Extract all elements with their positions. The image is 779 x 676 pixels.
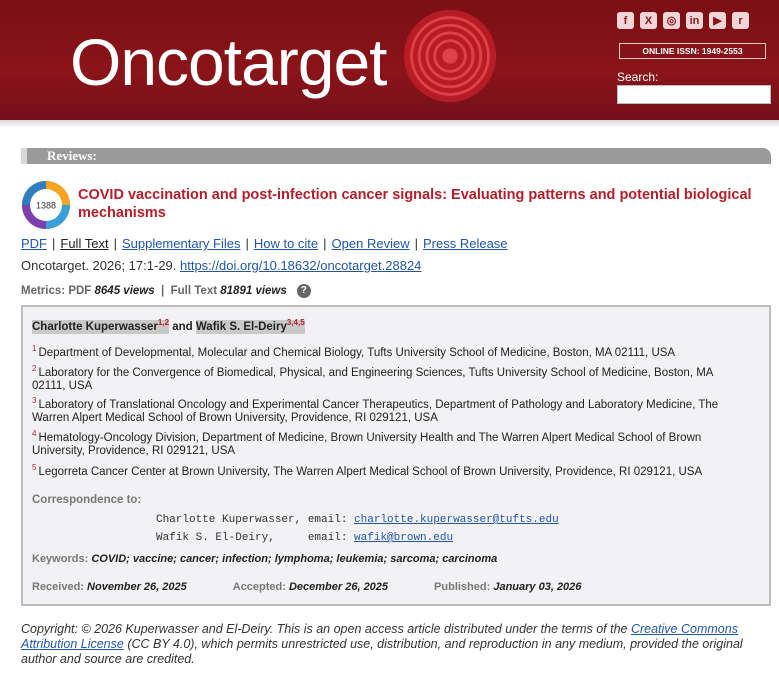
link-separator: | (323, 236, 327, 251)
link-separator: | (245, 236, 249, 251)
cc-license-link[interactable]: Creative Commons Attribution License (21, 622, 738, 651)
pdf-views: 8645 views (94, 285, 155, 297)
author-name[interactable]: Charlotte Kuperwasser$^{1,2}$ (32, 318, 170, 333)
header-shadow (0, 120, 779, 128)
metrics (21, 284, 311, 298)
full-text-link[interactable]: Full Text (60, 236, 109, 251)
link-separator: | (52, 236, 56, 251)
citation (21, 258, 421, 273)
article-title: COVID vaccination and post-infection cancer signals: Evaluating patterns and potential biological mechanisms (78, 187, 752, 221)
facebook-icon[interactable]: f (617, 12, 634, 29)
reddit-icon[interactable]: r (732, 12, 749, 29)
full-text-metric-label: Full Text (170, 285, 218, 297)
section-label: Reviews: (47, 148, 97, 163)
metrics-label: Metrics: (21, 285, 66, 297)
affiliation: $^1$ Department of Developmental, Molecular and Chemical Biology, Tufts University School of Medicine, Boston, MA 02111, USA (32, 344, 676, 359)
search-input[interactable] (617, 85, 771, 104)
correspondence-line: Charlotte Kuperwasser, email: charlotte.kuperwasser@tufts.edu (156, 514, 559, 526)
altmetric-score: 1388 (35, 200, 57, 211)
full-text-views: 81891 views (220, 285, 287, 297)
link-separator: | (414, 236, 418, 251)
citation-text: Oncotarget. 2026; 17:1-29. (21, 258, 180, 273)
search-label: Search: (617, 70, 659, 84)
site-header (0, 0, 779, 120)
keywords-value: COVID; vaccine; cancer; infection; lymphoma; leukemia; sarcoma; carcinoma (91, 553, 498, 565)
authors-line: Charlotte Kuperwasser$^{1,2}$ and Wafik S. El-Deiry$^{3,4,5}$ (32, 318, 305, 333)
youtube-icon[interactable]: ▶ (709, 12, 726, 29)
affiliation: $^5$ Legorreta Cancer Center at Brown University, The Warren Alpert Medical School of Brown University, Providence, RI 029121, USA (32, 463, 703, 478)
press-release-link[interactable]: Press Release (422, 236, 508, 251)
help-icon[interactable]: ? (297, 284, 311, 298)
site-logo[interactable]: Oncotarget (70, 25, 387, 99)
x-twitter-icon[interactable]: X (640, 12, 657, 29)
open-review-link[interactable]: Open Review (331, 236, 410, 251)
author-name[interactable]: Wafik S. El-Deiry$^{3,4,5}$ (195, 318, 305, 333)
social-links (617, 12, 749, 29)
correspondence-label: Correspondence to: (32, 494, 142, 506)
article-dates (32, 581, 627, 593)
email-link[interactable]: wafik@brown.edu (354, 532, 454, 544)
published-date: Published: January 03, 2026 (434, 581, 582, 593)
correspondence-line: Wafik S. El-Deiry, email: wafik@brown.edu (156, 532, 454, 544)
received-date: Received: November 26, 2025 (32, 581, 187, 593)
altmetric-badge-icon[interactable] (21, 180, 71, 230)
copyright-notice: Copyright: © 2026 Kuperwasser and El-Deiry. This is an open access article distributed under the terms of the Creative Commons Attribution License (CC BY 4.0), which permits unrestricted use, distribution, and reproduction in any medium, provided the original author and source are credited. (21, 622, 743, 666)
affiliation: $^2$ Laboratory for the Convergence of Biomedical, Physical, and Engineering Sciences, Tufts University School of Medicine, Boston, MA 02111, USA (32, 364, 713, 392)
email-link[interactable]: charlotte.kuperwasser@tufts.edu (354, 514, 559, 526)
supplementary-files-link[interactable]: Supplementary Files (121, 236, 241, 251)
metrics-separator: | (161, 285, 165, 297)
article-links (21, 236, 508, 251)
pdf-link[interactable]: PDF (21, 236, 47, 251)
instagram-icon[interactable]: ◎ (663, 12, 680, 29)
issn-badge: ONLINE ISSN: 1949-2553 (619, 43, 766, 59)
logo-swirl-icon (402, 8, 498, 104)
keywords: Keywords: COVID; vaccine; cancer; infection; lymphoma; leukemia; sarcoma; carcinoma (32, 553, 498, 565)
link-separator: | (113, 236, 117, 251)
pdf-metric-label: PDF (68, 285, 92, 297)
linkedin-icon[interactable]: in (686, 12, 703, 29)
doi-link[interactable]: https://doi.org/10.18632/oncotarget.28824 (180, 258, 422, 273)
section-bar (21, 148, 771, 164)
authors-box (21, 305, 771, 606)
how-to-cite-link[interactable]: How to cite (253, 236, 319, 251)
affiliation: $^4$ Hematology-Oncology Division, Department of Medicine, Brown University Health and The Warren Alpert Medical School of Brown University, Providence, RI 029121, USA (32, 429, 702, 457)
accepted-date: Accepted: December 26, 2025 (232, 581, 389, 593)
affiliation: $^3$ Laboratory of Translational Oncology and Experimental Cancer Therapeutics, Department of Pathology and Laboratory Medicine, The Warren Alpert Medical School of Brown University, Providence, RI 029121, USA (32, 396, 719, 424)
